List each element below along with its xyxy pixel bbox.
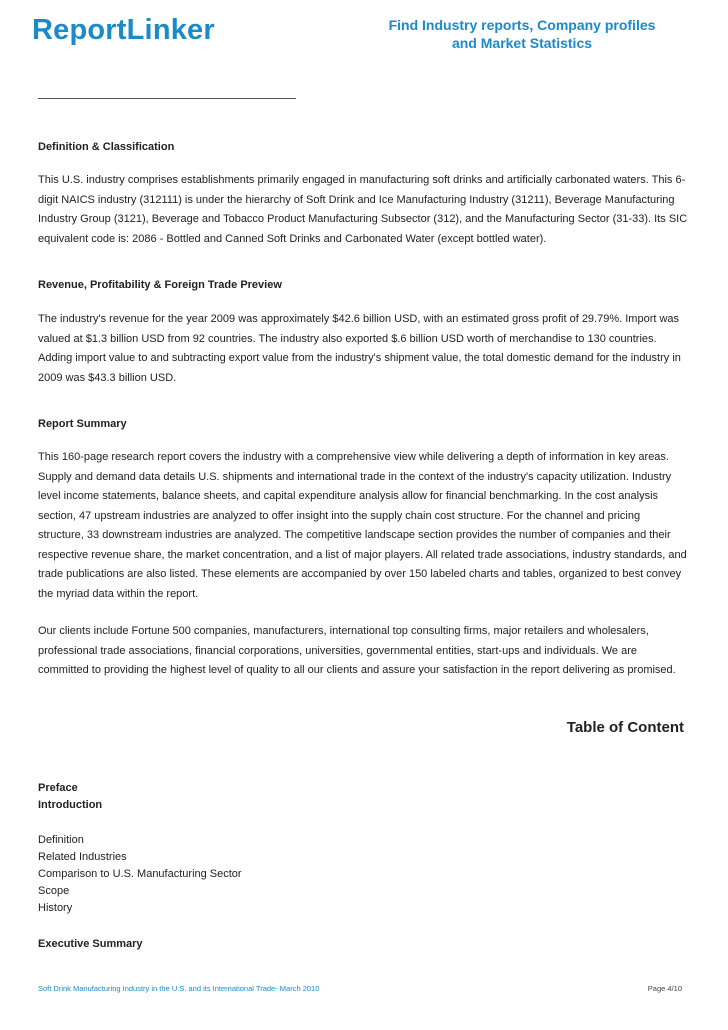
revenue-body: The industry's revenue for the year 2009 was approximately $42.6 billion USD, with an estimated gross profit of 29.79%. Import was valued at $1.3 billion USD from 92 countries. The industry also exported $.6 billion USD worth of merchandise to 130 countries. Adding import value to and subtracting export value from the industry's shipment value, the total domestic demand for the industry in 2009 was $43.3 billion USD. (38, 313, 681, 384)
clients-paragraph: Our clients include Fortune 500 companies, manufacturers, international top consulting firms, major retailers and wholesalers, professional trade associations, financial corporations, universities, governmental entities, start-ups and individuals. We are committed to providing the highest level of quality to all our clients and assure your satisfaction in the report delivering as promised. (38, 625, 676, 676)
toc-item-definition[interactable]: Definition (38, 834, 84, 846)
revenue-heading: Revenue, Profitability & Foreign Trade Preview (38, 279, 282, 291)
toc-group-3 (38, 936, 143, 953)
toc-title: Table of Content (566, 719, 684, 736)
definition-heading: Definition & Classification (38, 141, 175, 153)
toc-group-2 (38, 832, 242, 917)
toc-item-preface[interactable]: Preface (38, 782, 78, 794)
toc-item-related-industries[interactable]: Related Industries (38, 851, 127, 863)
toc-item-comparison[interactable]: Comparison to U.S. Manufacturing Sector (38, 868, 242, 880)
footer-report-title[interactable]: Soft Drink Manufacturing Industry in the U.S. and its International Trade- March 2010 (38, 984, 320, 993)
toc-item-executive-summary[interactable]: Executive Summary (38, 938, 143, 950)
toc-group-1 (38, 780, 102, 814)
reportlinker-logo[interactable]: ReportLinker (32, 14, 215, 46)
tagline-line-2: and Market Statistics (451, 35, 593, 51)
toc-item-history[interactable]: History (38, 902, 73, 914)
definition-body: This U.S. industry comprises establishments primarily engaged in manufacturing soft drinks and artificially carbonated waters. This 6-digit NAICS industry (312111) is under the hierarchy of Soft Drink and Ice Manufacturing Industry (31211), Beverage Manufacturing Industry Group (3121), Beverage and Tobacco Product Manufacturing Subsector (312), and the Manufacturing Sector (31-33). Its SIC equivalent code is: 2086 - Bottled and Canned Soft Drinks and Carbonated Water (except bottled water). (38, 174, 688, 245)
toc-item-introduction[interactable]: Introduction (38, 799, 103, 811)
toc-item-scope[interactable]: Scope (38, 885, 70, 897)
tagline-line-1: Find Industry reports, Company profiles (388, 17, 656, 33)
header-tagline (372, 16, 672, 52)
footer-page-number: Page 4/10 (647, 984, 682, 993)
header-divider (38, 98, 296, 99)
report-summary-body: This 160-page research report covers the industry with a comprehensive view while delivering a depth of information in key areas. Supply and demand data details U.S. shipments and international trade in the context of the industry's capacity utilization. Industry level income statements, balance sheets, and capital expenditure analysis allow for financial benchmarking. In the cost analysis section, 47 upstream industries are analyzed to offer insight into the supply chain cost structure. For the channel and pricing structure, 33 downstream industries are analyzed. The competitive landscape section provides the number of companies and their respective revenue share, the market concentration, and a list of major players. All related trade associations, industry standards, and trade publications are also listed. These elements are accompanied by over 150 labeled charts and tables, organized to best convey the myriad data within the report. (38, 451, 687, 600)
report-summary-heading: Report Summary (38, 418, 127, 430)
